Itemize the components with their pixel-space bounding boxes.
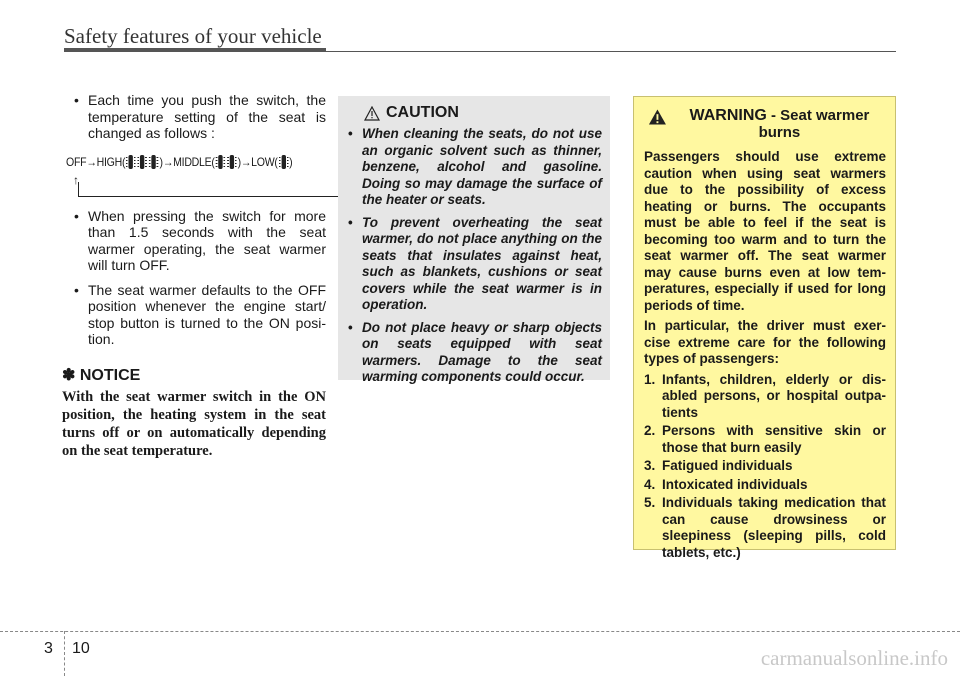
- header-rule: [326, 51, 896, 52]
- warning-list-item: [644, 495, 886, 561]
- warning-box: [633, 96, 896, 560]
- caution-box: [338, 96, 610, 384]
- page-number: 10: [72, 640, 90, 657]
- warning-triangle-icon: [648, 108, 667, 126]
- seq-off: OFF: [66, 154, 87, 169]
- seq-low: LOW(: [251, 154, 278, 169]
- warning-title: [673, 107, 886, 141]
- list-number: 5.: [644, 495, 656, 510]
- bullet-text: Each time you push the switch, the temperature setting of the seat is changed as follows :: [88, 92, 326, 141]
- list-number: 3.: [644, 458, 656, 473]
- seq-arrow: →: [240, 154, 252, 169]
- bullet-item: [62, 282, 326, 348]
- notice-text: With the seat warmer switch in the ON position, the heating system in the seat turns off or on automatically depending on the seat temperature.: [62, 389, 326, 459]
- bullet-item: [62, 92, 326, 142]
- bullet-text: When pressing the switch for more than 1.5 seconds with the seat warmer operating, the seat warmer will turn OFF.: [88, 207, 326, 273]
- caution-title: CAUTION: [386, 104, 459, 121]
- seq-close: ): [159, 154, 163, 169]
- watermark: carmanualsonline.info: [760, 646, 948, 670]
- bullet-marker: •: [348, 319, 353, 335]
- warning-title-sub: - Seat warmer burns: [758, 107, 870, 141]
- seq-middle: MIDDLE(: [173, 154, 215, 169]
- warning-title-main: WARNING: [689, 107, 767, 124]
- list-number: 2.: [644, 423, 656, 438]
- caution-header: [364, 104, 602, 122]
- seat-heat-icon: [126, 155, 136, 169]
- seat-heat-icon: [138, 155, 148, 169]
- warning-list-item: [644, 423, 886, 456]
- warning-list-item: [644, 477, 886, 494]
- list-text: Infants, children, elderly or dis- abled persons, or hospital outpa- tients: [662, 371, 886, 420]
- seq-arrow: →: [162, 154, 174, 169]
- warning-list-item: [644, 372, 886, 422]
- caution-item: [348, 320, 602, 386]
- list-number: 1.: [644, 371, 656, 387]
- notice-title: ✽ NOTICE: [62, 366, 141, 384]
- bullet-marker: •: [74, 281, 79, 298]
- bullet-item: [62, 208, 326, 274]
- page-header-title: Safety features of your vehicle: [64, 24, 322, 48]
- bullet-text: The seat warmer defaults to the OFF position whenever the engine start/ stop button is turned to the ON posi- tion.: [88, 281, 326, 347]
- footer-divider: [64, 631, 65, 676]
- left-column: [62, 92, 326, 460]
- warning-paragraph: In particular, the driver must exer- cise extreme care for the following types of passengers:: [644, 318, 886, 366]
- seat-heat-icon: [216, 155, 226, 169]
- seq-arrow: →: [86, 154, 97, 169]
- bullet-marker: •: [348, 214, 353, 230]
- list-text: Intoxicated individuals: [662, 476, 808, 492]
- caution-item-text: Do not place heavy or sharp objects on seats equipped with seat warmers. Damage to the seat warming components could occur.: [362, 319, 602, 384]
- caution-item: [348, 126, 602, 209]
- sequence-row: [66, 154, 292, 171]
- list-text: Persons with sensitive skin or those that burn easily: [662, 423, 886, 455]
- caution-item-text: To prevent overheating the seat warmer, do not place anything on the seats that insulates against heat, such as blankets, cushions or seat covers while the seat warmer is in operation.: [362, 214, 602, 312]
- page-chapter: 3: [44, 640, 53, 657]
- bullet-marker: •: [348, 126, 353, 141]
- bullet-marker: •: [74, 92, 79, 108]
- caution-triangle-icon: [364, 106, 380, 121]
- seat-heat-icon: [227, 155, 237, 169]
- caution-item: [348, 215, 602, 314]
- warning-list-item: [644, 458, 886, 475]
- warning-paragraph: Passengers should use extreme caution when using seat warmers due to the possibility of excess heating or burns. The occupants must be able to feel if the seat is becoming too warm and to turn the seat warmer off. The seat warmer may cause burns even at low tem- peratures, especially if used for long periods of time.: [644, 149, 886, 313]
- caution-item-text: When cleaning the seats, do not use an organic solvent such as thinner, benzene, alcohol and gasoline. Doing so may damage the surface of the heater or seats.: [362, 126, 602, 207]
- return-line: [78, 182, 360, 197]
- bullet-marker: •: [74, 207, 79, 224]
- seat-heat-icon: [279, 155, 289, 169]
- seq-close: ): [289, 154, 293, 169]
- list-text: Individuals taking medication that can cause drowsiness or sleepiness (sleeping pills, cold tablets, etc.): [662, 495, 886, 560]
- footer-rule: [0, 631, 960, 632]
- list-number: 4.: [644, 476, 656, 492]
- seat-heat-icon: [149, 155, 159, 169]
- warning-header: [648, 107, 886, 141]
- seq-high: HIGH(: [96, 154, 126, 169]
- header-bar: [64, 48, 326, 52]
- list-text: Fatigued individuals: [662, 458, 793, 473]
- seq-close: ): [237, 154, 241, 169]
- warmer-sequence-diagram: [62, 150, 326, 198]
- return-arrow-icon: ↑: [73, 172, 79, 187]
